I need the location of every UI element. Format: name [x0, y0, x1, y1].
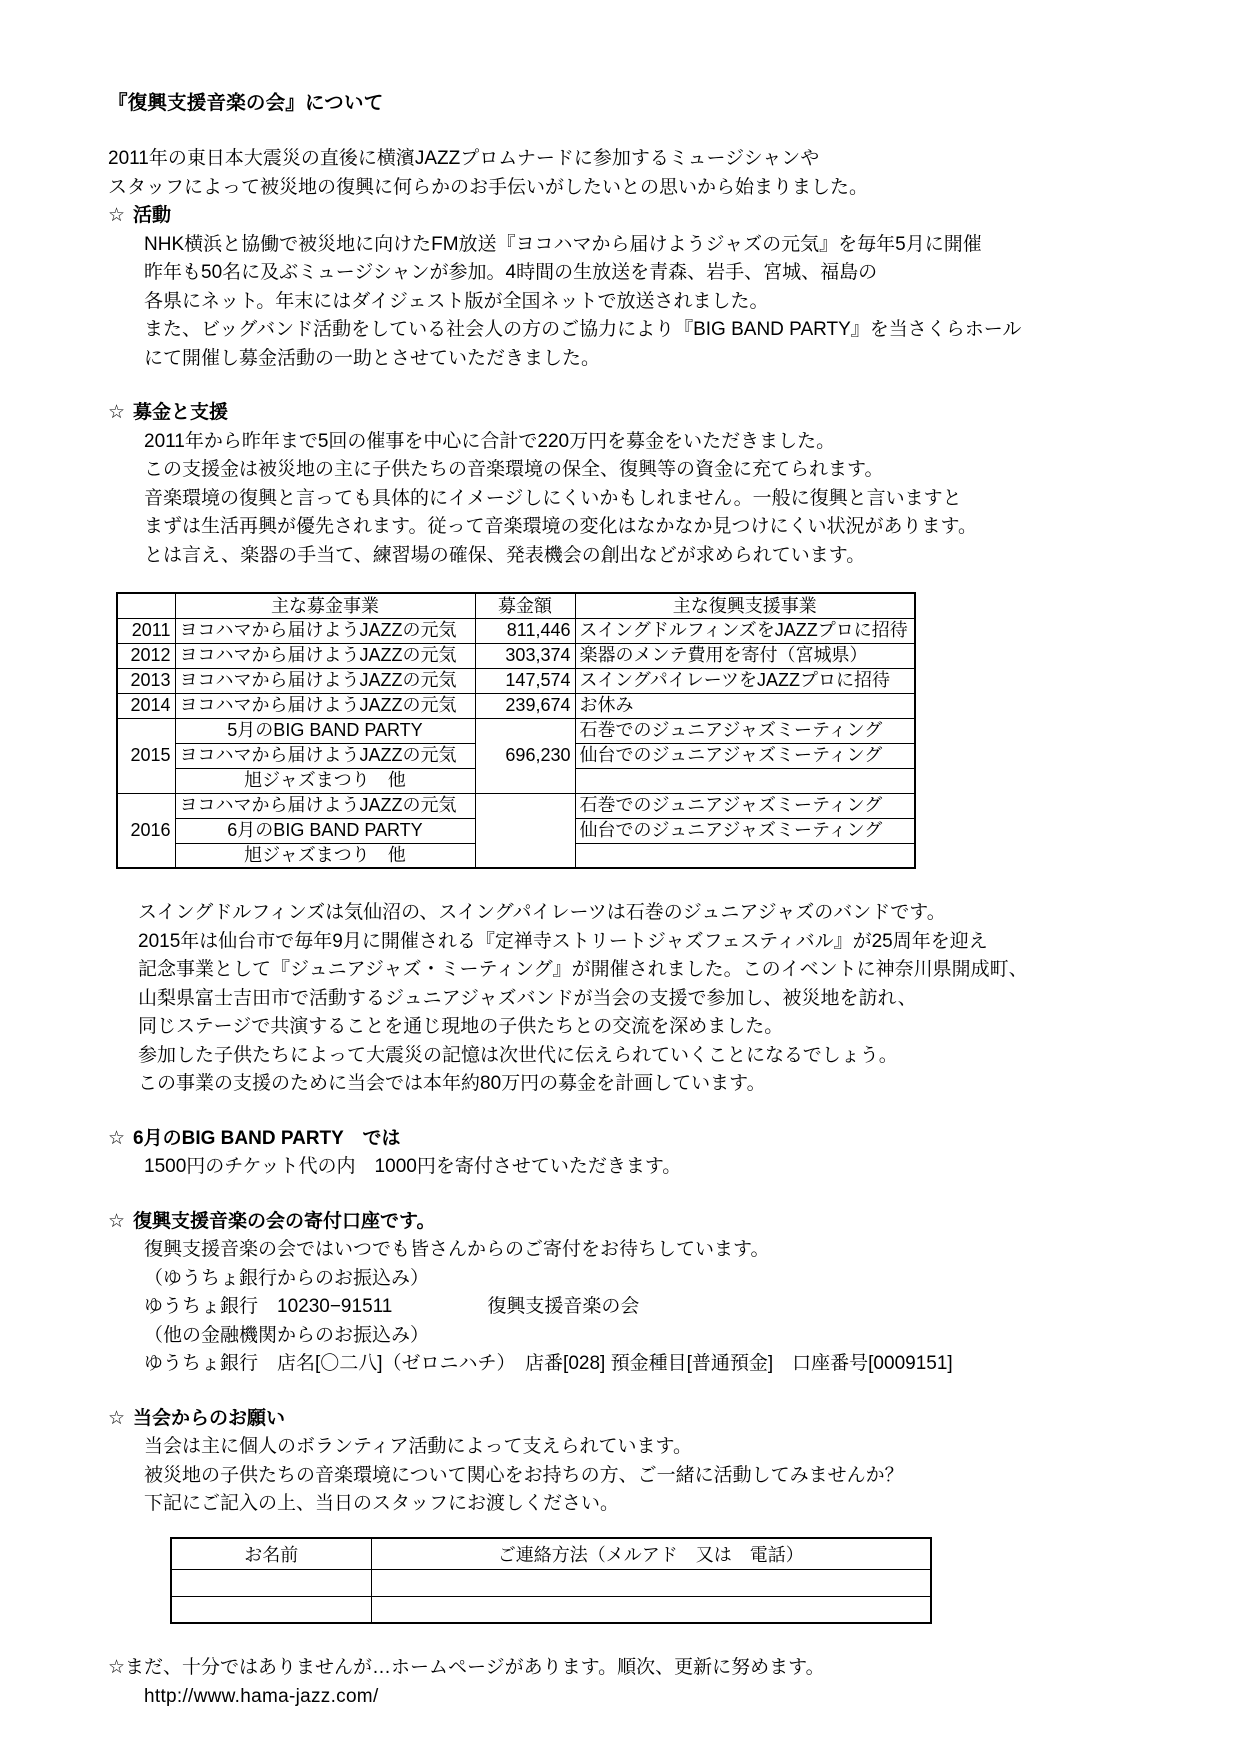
bigbandparty-line-1: 1500円のチケット代の内 1000円を寄付させていただきます。: [144, 1156, 682, 1178]
cell-year: 2014: [117, 693, 175, 718]
cell-event: ヨコハマから届けようJAZZの元気: [175, 793, 475, 818]
bank-account-number-yucho: ゆうちょ銀行 10230−91511 復興支援音楽の会: [144, 1296, 640, 1318]
star-icon: ☆: [108, 1210, 126, 1232]
cell-support: スイングドルフィンズをJAZZプロに招待: [575, 618, 915, 643]
donation-table: [116, 592, 916, 869]
contact-name-input[interactable]: [171, 1596, 371, 1623]
activities-line-1: NHK横浜と協働で被災地に向けたFM放送『ヨコハマから届けようジャズの元気』を毎年5月に開催: [144, 233, 982, 255]
bank-line-1: 復興支援音楽の会ではいつでも皆さんからのご寄付をお待ちしています。: [144, 1239, 770, 1261]
section-bank-account-heading-text: 復興支援音楽の会の寄付口座です。: [133, 1210, 436, 1232]
activities-line-5: にて開催し募金活動の一助とさせていただきました。: [144, 347, 601, 369]
fundraising-line-4: まずは生活再興が優先されます。従って音楽環境の変化はなかなか見つけにくい状況があります。: [144, 516, 977, 538]
activities-line-2: 昨年も50名に及ぶミュージシャンが参加。4時間の生放送を青森、岩手、宮城、福島の: [144, 262, 878, 284]
after-table-line-4: 山梨県富士吉田市で活動するジュニアジャズバンドが当会の支援で参加し、被災地を訪れ、: [138, 987, 917, 1009]
section-activities-body: [144, 231, 1168, 374]
fundraising-line-1: 2011年から昨年まで5回の催事を中心に合計で220万円を募金をいただきました。: [144, 430, 836, 452]
section-bank-account: [108, 1208, 1168, 1379]
contact-form-table[interactable]: [170, 1537, 932, 1625]
cell-amount: 147,574: [475, 668, 575, 693]
table-row: [117, 693, 915, 718]
cell-support: 楽器のメンテ費用を寄付（宮城県）: [575, 643, 915, 668]
section-bigbandparty-body: [144, 1153, 1168, 1182]
section-bigbandparty-heading-text: 6月のBIG BAND PARTY では: [133, 1127, 401, 1149]
section-fundraising-heading-text: 募金と支援: [133, 402, 229, 424]
cell-amount: 239,674: [475, 693, 575, 718]
bank-line-4: （他の金融機関からのお振込み）: [144, 1324, 430, 1346]
contact-header-method: ご連絡方法（メルアド 又は 電話）: [371, 1538, 931, 1570]
section-bigbandparty: [108, 1125, 1168, 1182]
contact-name-input[interactable]: [171, 1569, 371, 1596]
star-icon: ☆: [108, 205, 126, 227]
cell-support: [575, 768, 915, 793]
cell-event: ヨコハマから届けようJAZZの元気: [175, 618, 475, 643]
cell-support: 石巻でのジュニアジャズミーティング: [575, 793, 915, 818]
after-table-line-7: この事業の支援のために当会では本年約80万円の募金を計画しています。: [138, 1073, 766, 1095]
header-amount: 募金額: [475, 593, 575, 618]
after-table-line-2: 2015年は仙台市で毎年9月に開催される『定禅寺ストリートジャズフェスティバル』が25周年を迎え: [138, 930, 988, 952]
section-request-heading-text: 当会からのお願い: [133, 1407, 286, 1429]
cell-year: 2015: [117, 718, 175, 793]
cell-event: ヨコハマから届けようJAZZの元気: [175, 668, 475, 693]
after-table-line-6: 参加した子供たちによって大震災の記憶は次世代に伝えられていくことになるでしょう。: [138, 1044, 898, 1066]
website-url[interactable]: http://www.hama-jazz.com/: [144, 1685, 379, 1707]
header-support: 主な復興支援事業: [575, 593, 915, 618]
cell-year: 2012: [117, 643, 175, 668]
section-bank-account-heading: [108, 1208, 1168, 1237]
after-table-paragraph: [138, 899, 1168, 1099]
contact-method-input[interactable]: [371, 1596, 931, 1623]
cell-event: ヨコハマから届けようJAZZの元気: [175, 743, 475, 768]
after-table-line-3: 記念事業として『ジュニアジャズ・ミーティング』が開催されました。このイベントに神奈川県開成町、: [138, 959, 1028, 981]
request-line-3: 下記にご記入の上、当日のスタッフにお渡しください。: [144, 1493, 620, 1515]
after-table-line-1: スイングドルフィンズは気仙沼の、スイングパイレーツは石巻のジュニアジャズのバンドです。: [138, 902, 946, 924]
table-row: [117, 718, 915, 743]
table-row: [117, 643, 915, 668]
document-content: [108, 92, 1168, 1711]
cell-year: 2011: [117, 618, 175, 643]
section-fundraising: [108, 399, 1168, 570]
fundraising-line-3: 音楽環境の復興と言っても具体的にイメージしにくいかもしれません。一般に復興と言いますと: [144, 487, 962, 509]
contact-method-input[interactable]: [371, 1569, 931, 1596]
cell-support: [575, 843, 915, 868]
fundraising-line-2: この支援金は被災地の主に子供たちの音楽環境の保全、復興等の資金に充てられます。: [144, 459, 884, 481]
section-request-heading: [108, 1405, 1168, 1434]
contact-blank-row[interactable]: [171, 1569, 931, 1596]
page-title: 『復興支援音楽の会』について: [108, 92, 384, 114]
cell-event: 旭ジャズまつり 他: [175, 768, 475, 793]
star-icon: ☆: [108, 1407, 126, 1429]
section-bank-account-body: [144, 1236, 1168, 1379]
cell-amount: 811,446: [475, 618, 575, 643]
cell-event: 6月のBIG BAND PARTY: [175, 818, 475, 843]
table-row: [117, 793, 915, 818]
footer-section: [108, 1654, 1168, 1711]
contact-header-name: お名前: [171, 1538, 371, 1570]
cell-event: 5月のBIG BAND PARTY: [175, 718, 475, 743]
section-request-body: [144, 1433, 1168, 1519]
bank-account-number-other: ゆうちょ銀行 店名[〇二八]（ゼロニハチ） 店番[028] 預金種目[普通預金] 口座番号[0009151]: [144, 1353, 953, 1375]
footer-note-text: まだ、十分ではありませんが…ホームページがあります。順次、更新に努めます。: [125, 1657, 825, 1679]
section-request: [108, 1405, 1168, 1519]
table-row: [117, 618, 915, 643]
section-fundraising-body: [144, 428, 1168, 571]
cell-support: 石巻でのジュニアジャズミーティング: [575, 718, 915, 743]
request-line-1: 当会は主に個人のボランティア活動によって支えられています。: [144, 1436, 692, 1458]
header-event: 主な募金事業: [175, 593, 475, 618]
intro-paragraph: [108, 145, 1168, 202]
after-table-line-5: 同じステージで共演することを通じ現地の子供たちとの交流を深めました。: [138, 1016, 784, 1038]
contact-blank-row[interactable]: [171, 1596, 931, 1623]
star-icon: ☆: [108, 402, 126, 424]
section-bigbandparty-heading: [108, 1125, 1168, 1154]
cell-amount: [475, 793, 575, 868]
cell-event: ヨコハマから届けようJAZZの元気: [175, 693, 475, 718]
section-activities-heading: [108, 202, 1168, 231]
cell-support: スイングパイレーツをJAZZプロに招待: [575, 668, 915, 693]
intro-line-1: 2011年の東日本大震災の直後に横濱JAZZプロムナードに参加するミュージシャンや: [108, 148, 820, 170]
cell-event: 旭ジャズまつり 他: [175, 843, 475, 868]
cell-support: 仙台でのジュニアジャズミーティング: [575, 743, 915, 768]
intro-line-2: スタッフによって被災地の復興に何らかのお手伝いがしたいとの思いから始まりました。: [108, 176, 869, 198]
header-year: [117, 593, 175, 618]
bank-line-2: （ゆうちょ銀行からのお振込み）: [144, 1267, 430, 1289]
cell-amount: 696,230: [475, 718, 575, 793]
cell-year: 2016: [117, 793, 175, 868]
cell-event: ヨコハマから届けようJAZZの元気: [175, 643, 475, 668]
cell-support: 仙台でのジュニアジャズミーティング: [575, 818, 915, 843]
section-fundraising-heading: [108, 399, 1168, 428]
footer-note: [108, 1654, 1168, 1683]
request-line-2: 被災地の子供たちの音楽環境について関心をお持ちの方、ご一緒に活動してみませんか？: [144, 1464, 904, 1486]
cell-support: お休み: [575, 693, 915, 718]
cell-amount: 303,374: [475, 643, 575, 668]
fundraising-line-5: とは言え、楽器の手当て、練習場の確保、発表機会の創出などが求められています。: [144, 544, 866, 566]
star-icon: ☆: [108, 1657, 126, 1679]
section-activities-heading-text: 活動: [133, 205, 172, 227]
table-header-row: [117, 593, 915, 618]
activities-line-4: また、ビッグバンド活動をしている社会人の方のご協力により『BIG BAND PARTY』を当さくらホール: [144, 319, 1022, 341]
table-row: [117, 668, 915, 693]
contact-header-row: [171, 1538, 931, 1570]
activities-line-3: 各県にネット。年末にはダイジェスト版が全国ネットで放送されました。: [144, 290, 769, 312]
star-icon: ☆: [108, 1127, 126, 1149]
section-activities: [108, 202, 1168, 373]
cell-year: 2013: [117, 668, 175, 693]
